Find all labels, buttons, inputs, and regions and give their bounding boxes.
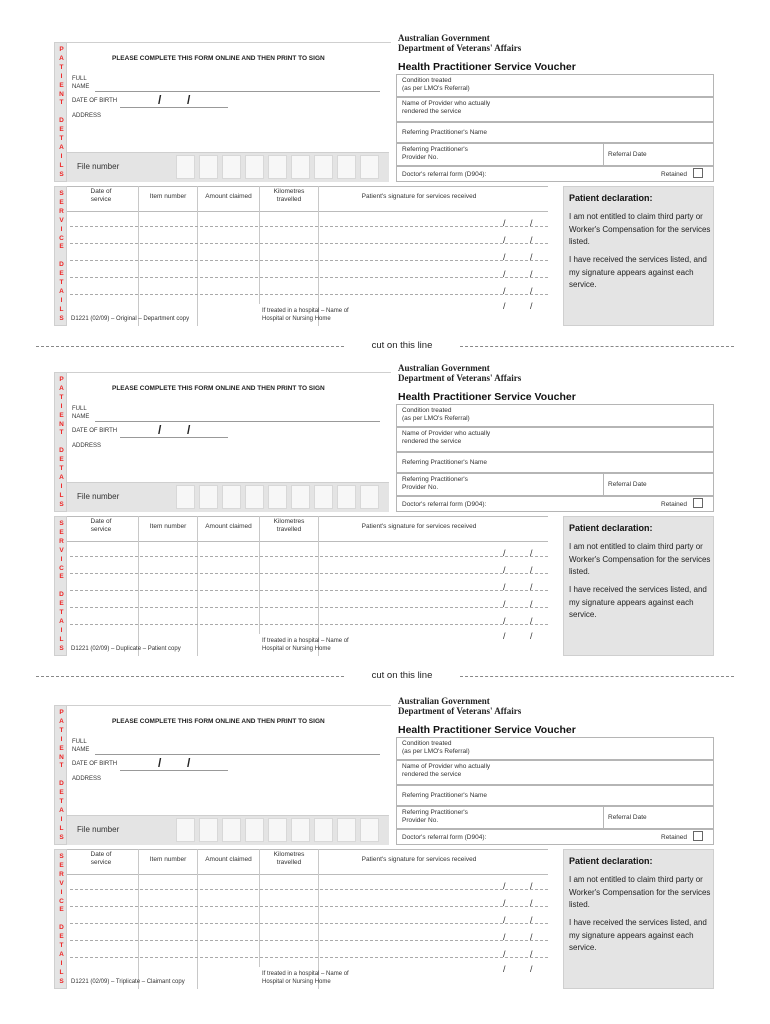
sidebar-letter: L [59, 491, 64, 499]
sidebar-letter: I [60, 402, 63, 410]
sidebar-letter: L [59, 305, 64, 313]
row-date-slash: / [503, 616, 506, 626]
sidebar-letter: E [59, 600, 64, 608]
sidebar-letter: A [59, 806, 64, 814]
sidebar-letter: V [59, 216, 64, 224]
patient-details-sidebar [54, 372, 67, 512]
file-number-digit-box[interactable] [291, 818, 310, 842]
kilometres-header: Kilometres travelled [273, 851, 305, 866]
row-date-slash: / [503, 301, 506, 311]
amount-claimed-header: Amount claimed [205, 193, 252, 200]
row-date-slash: / [503, 269, 506, 279]
sidebar-letter: T [59, 63, 64, 71]
file-number-digit-box[interactable] [314, 485, 333, 509]
column-divider [318, 516, 319, 656]
sidebar-letter: T [59, 465, 64, 472]
sidebar-letter: D [59, 261, 64, 269]
file-number-digit-box[interactable] [199, 818, 218, 842]
retained-label: Retained [661, 834, 688, 841]
hospital-label: If treated in a hospital – Name of Hospital or Nursing Home [262, 638, 349, 652]
sidebar-letter: T [59, 429, 64, 437]
file-number-digit-box[interactable] [222, 485, 241, 509]
signature-header: Patient's signature for services received [361, 193, 477, 200]
file-number-digit-box[interactable] [268, 485, 287, 509]
sidebar-letter: A [59, 54, 64, 62]
sidebar-letter: T [59, 135, 64, 142]
sidebar-letter: I [60, 296, 63, 304]
service-row[interactable] [70, 243, 548, 244]
referring-name-label: Referring Practitioner's Name [402, 459, 488, 466]
divider [603, 473, 604, 496]
row-date-slash: / [530, 301, 533, 311]
column-divider [197, 849, 198, 989]
declaration-title: Patient declaration: [569, 856, 653, 866]
dob-separator: / [158, 93, 162, 107]
service-details-sidebar [54, 186, 67, 326]
file-number-digit-box[interactable] [176, 485, 195, 509]
declaration-text-2: I have received the services listed, and my signature appears against each service. [569, 918, 707, 952]
sidebar-letter: I [60, 152, 63, 160]
instruction-text: PLEASE COMPLETE THIS FORM ONLINE AND THEN PRINT TO SIGN [112, 718, 325, 725]
dob-separator: / [158, 423, 162, 437]
service-row[interactable] [70, 226, 548, 227]
sidebar-letter: V [59, 879, 64, 887]
condition-treated-label: Condition treated (as per LMO's Referral) [402, 77, 470, 92]
dob-label: DATE OF BIRTH [72, 761, 118, 767]
sidebar-letter: I [60, 482, 63, 490]
form-title: Health Practitioner Service Voucher [398, 391, 576, 403]
sidebar-letter: L [59, 968, 64, 976]
row-date-slash: / [503, 548, 506, 558]
row-date-slash: / [530, 252, 533, 262]
sidebar-letter: I [60, 959, 63, 967]
amount-claimed-header: Amount claimed [205, 856, 252, 863]
signature-header: Patient's signature for services received [361, 523, 477, 530]
sidebar-letter: E [59, 198, 64, 206]
cut-line [36, 670, 734, 682]
service-row[interactable] [70, 624, 548, 625]
file-number-digit-box[interactable] [291, 485, 310, 509]
row-date-slash: / [530, 949, 533, 959]
item-number-header: Item number [149, 523, 187, 530]
sidebar-letter: S [59, 853, 64, 860]
sidebar-letter: E [59, 528, 64, 536]
referring-name-label: Referring Practitioner's Name [402, 792, 488, 799]
sidebar-letter: E [59, 906, 64, 914]
file-number-label: File number [77, 825, 120, 834]
dob-field[interactable] [120, 770, 228, 771]
patient-details-sidebar [54, 42, 67, 182]
cut-dash-left [36, 346, 344, 347]
file-number-digit-box[interactable] [245, 485, 264, 509]
row-date-slash: / [503, 252, 506, 262]
government-name: Australian Government [398, 696, 490, 706]
column-divider [138, 186, 139, 326]
divider [603, 143, 604, 166]
dob-label: DATE OF BIRTH [72, 428, 118, 434]
sidebar-letter: T [59, 942, 64, 949]
row-date-slash: / [530, 235, 533, 245]
sidebar-letter: E [59, 933, 64, 941]
dob-separator: / [187, 423, 191, 437]
file-number-digit-box[interactable] [176, 818, 195, 842]
sidebar-letter: C [59, 234, 64, 242]
condition-treated-label: Condition treated (as per LMO's Referral) [402, 740, 470, 755]
row-date-slash: / [503, 286, 506, 296]
date-of-service-header: Date of service [90, 518, 112, 533]
row-date-slash: / [530, 548, 533, 558]
row-date-slash: / [530, 565, 533, 575]
row-date-slash: / [530, 631, 533, 641]
provider-name-label: Name of Provider who actually rendered the service [402, 763, 491, 778]
sidebar-letter: D [59, 591, 64, 599]
row-date-slash: / [530, 218, 533, 228]
column-divider [318, 186, 319, 326]
row-date-slash: / [503, 565, 506, 575]
government-name: Australian Government [398, 33, 490, 43]
hospital-label: If treated in a hospital – Name of Hospital or Nursing Home [262, 971, 349, 985]
service-row[interactable] [70, 607, 548, 608]
sidebar-letter: A [59, 950, 64, 958]
cut-dash-left [36, 676, 344, 677]
referring-provider-no-label: Referring Practitioner's Provider No. [402, 809, 468, 824]
amount-claimed-header: Amount claimed [205, 523, 252, 530]
sidebar-letter: E [59, 456, 64, 464]
dob-label: DATE OF BIRTH [72, 98, 118, 104]
item-number-header: Item number [149, 856, 187, 863]
sidebar-letter: V [59, 546, 64, 554]
row-date-slash: / [503, 932, 506, 942]
row-date-slash: / [530, 286, 533, 296]
sidebar-letter: A [59, 473, 64, 481]
service-row[interactable] [70, 923, 548, 924]
column-divider [138, 849, 139, 989]
voucher-copy [0, 0, 770, 322]
referring-provider-no-label: Referring Practitioner's Provider No. [402, 476, 468, 491]
file-number-digit-box[interactable] [337, 155, 356, 179]
full-name-field[interactable] [95, 754, 380, 755]
sidebar-letter: D [59, 117, 64, 125]
sidebar-letter: E [59, 861, 64, 869]
sidebar-letter: P [59, 709, 64, 716]
sidebar-letter: T [59, 798, 64, 805]
cut-dash-right [460, 676, 734, 677]
file-number-digit-box[interactable] [245, 155, 264, 179]
row-date-slash: / [503, 599, 506, 609]
sidebar-letter: D [59, 924, 64, 932]
sidebar-letter: L [59, 161, 64, 169]
file-number-digit-box[interactable] [176, 155, 195, 179]
referral-form-label: Doctor's referral form (D904): [402, 834, 487, 841]
row-date-slash: / [503, 582, 506, 592]
service-row[interactable] [70, 957, 548, 958]
row-date-slash: / [503, 964, 506, 974]
column-divider [197, 516, 198, 656]
sidebar-letter: S [59, 190, 64, 197]
sidebar-letter: S [59, 170, 64, 178]
referral-form-label: Doctor's referral form (D904): [402, 501, 487, 508]
sidebar-letter: S [59, 644, 64, 652]
sidebar-letter: L [59, 635, 64, 643]
sidebar-letter: N [59, 753, 64, 761]
file-number-digit-box[interactable] [360, 485, 379, 509]
declaration-title: Patient declaration: [569, 193, 653, 203]
patient-details-sidebar [54, 705, 67, 845]
file-number-digit-box[interactable] [222, 818, 241, 842]
sidebar-letter: T [59, 393, 64, 401]
file-number-label: File number [77, 492, 120, 501]
sidebar-letter: T [59, 762, 64, 770]
file-number-digit-box[interactable] [199, 155, 218, 179]
form-code-footer: D1221 (02/09) – Original – Department copy [71, 316, 190, 322]
row-date-slash: / [503, 235, 506, 245]
sidebar-letter: T [59, 609, 64, 616]
sidebar-letter: S [59, 500, 64, 508]
sidebar-letter: N [59, 420, 64, 428]
signature-header: Patient's signature for services received [361, 856, 477, 863]
instruction-text: PLEASE COMPLETE THIS FORM ONLINE AND THEN PRINT TO SIGN [112, 55, 325, 62]
instruction-text: PLEASE COMPLETE THIS FORM ONLINE AND THEN PRINT TO SIGN [112, 385, 325, 392]
service-row[interactable] [70, 294, 548, 295]
divider [603, 806, 604, 829]
address-label: ADDRESS [72, 443, 102, 449]
full-name-label: FULL NAME [72, 739, 90, 753]
retained-checkbox[interactable] [693, 498, 703, 508]
service-row[interactable] [70, 573, 548, 574]
kilometres-header: Kilometres travelled [273, 188, 305, 203]
file-number-digit-box[interactable] [337, 818, 356, 842]
service-row[interactable] [70, 277, 548, 278]
sidebar-letter: P [59, 46, 64, 53]
referral-date-label: Referral Date [608, 481, 647, 488]
file-number-label: File number [77, 162, 120, 171]
dob-separator: / [158, 756, 162, 770]
sidebar-letter: L [59, 824, 64, 832]
file-number-digit-box[interactable] [314, 818, 333, 842]
sidebar-letter: R [59, 537, 64, 545]
row-date-slash: / [503, 631, 506, 641]
row-date-slash: / [530, 964, 533, 974]
department-name: Department of Veterans' Affairs [398, 706, 522, 716]
sidebar-letter: S [59, 520, 64, 527]
department-name: Department of Veterans' Affairs [398, 43, 522, 53]
sidebar-letter: E [59, 411, 64, 419]
retained-checkbox[interactable] [693, 168, 703, 178]
sidebar-letter: T [59, 99, 64, 107]
column-divider [138, 516, 139, 656]
sidebar-letter: A [59, 287, 64, 295]
service-row[interactable] [70, 590, 548, 591]
sidebar-letter: A [59, 384, 64, 392]
item-number-header: Item number [149, 193, 187, 200]
sidebar-letter: E [59, 243, 64, 251]
service-row[interactable] [70, 940, 548, 941]
dob-separator: / [187, 756, 191, 770]
row-date-slash: / [530, 582, 533, 592]
row-date-slash: / [530, 269, 533, 279]
form-code-footer: D1221 (02/09) – Duplicate – Patient copy [71, 646, 181, 652]
sidebar-letter: E [59, 81, 64, 89]
retained-label: Retained [661, 501, 688, 508]
retained-checkbox[interactable] [693, 831, 703, 841]
declaration-text-1: I am not entitled to claim third party or Worker's Compensation for the services listed. [569, 212, 711, 246]
referring-provider-no-label: Referring Practitioner's Provider No. [402, 146, 468, 161]
column-divider [318, 849, 319, 989]
sidebar-letter: R [59, 207, 64, 215]
service-details-sidebar [54, 849, 67, 989]
file-number-digit-box[interactable] [314, 155, 333, 179]
sidebar-letter: A [59, 617, 64, 625]
full-name-label: FULL NAME [72, 406, 90, 420]
file-number-digit-box[interactable] [245, 818, 264, 842]
voucher-copy [0, 330, 770, 652]
dob-separator: / [187, 93, 191, 107]
full-name-label: FULL NAME [72, 76, 90, 90]
sidebar-letter: C [59, 564, 64, 572]
voucher-copy [0, 663, 770, 985]
file-number-digit-box[interactable] [268, 818, 287, 842]
sidebar-letter: D [59, 447, 64, 455]
referral-date-label: Referral Date [608, 151, 647, 158]
retained-label: Retained [661, 171, 688, 178]
row-date-slash: / [503, 949, 506, 959]
sidebar-letter: T [59, 279, 64, 286]
department-name: Department of Veterans' Affairs [398, 373, 522, 383]
file-number-digit-box[interactable] [199, 485, 218, 509]
row-date-slash: / [503, 898, 506, 908]
file-number-digit-box[interactable] [268, 155, 287, 179]
sidebar-letter: S [59, 833, 64, 841]
sidebar-letter: E [59, 270, 64, 278]
sidebar-letter: I [60, 225, 63, 233]
sidebar-letter: A [59, 717, 64, 725]
sidebar-letter: I [60, 815, 63, 823]
address-label: ADDRESS [72, 776, 102, 782]
cut-line-text: cut on this line [371, 340, 433, 351]
service-row[interactable] [70, 260, 548, 261]
row-date-slash: / [530, 898, 533, 908]
referral-date-label: Referral Date [608, 814, 647, 821]
sidebar-letter: E [59, 573, 64, 581]
sidebar-letter: I [60, 555, 63, 563]
cut-line-text: cut on this line [371, 670, 433, 681]
sidebar-letter: R [59, 870, 64, 878]
file-number-digit-box[interactable] [337, 485, 356, 509]
service-row[interactable] [70, 889, 548, 890]
form-code-footer: D1221 (02/09) – Triplicate – Claimant copy [71, 979, 185, 985]
row-date-slash: / [530, 932, 533, 942]
row-date-slash: / [530, 616, 533, 626]
full-name-field[interactable] [95, 421, 380, 422]
row-date-slash: / [503, 881, 506, 891]
sidebar-letter: S [59, 314, 64, 322]
referring-name-label: Referring Practitioner's Name [402, 129, 488, 136]
provider-name-label: Name of Provider who actually rendered the service [402, 430, 491, 445]
service-row[interactable] [70, 906, 548, 907]
date-of-service-header: Date of service [90, 188, 112, 203]
provider-name-label: Name of Provider who actually rendered the service [402, 100, 491, 115]
sidebar-letter: E [59, 126, 64, 134]
referral-form-label: Doctor's referral form (D904): [402, 171, 487, 178]
address-label: ADDRESS [72, 113, 102, 119]
dob-field[interactable] [120, 437, 228, 438]
sidebar-letter: C [59, 897, 64, 905]
row-date-slash: / [530, 881, 533, 891]
cut-dash-right [460, 346, 734, 347]
row-date-slash: / [503, 915, 506, 925]
declaration-text-2: I have received the services listed, and my signature appears against each service. [569, 255, 707, 289]
form-title: Health Practitioner Service Voucher [398, 61, 576, 73]
column-divider [197, 186, 198, 326]
sidebar-letter: S [59, 977, 64, 985]
sidebar-letter: E [59, 789, 64, 797]
sidebar-letter: I [60, 735, 63, 743]
full-name-field[interactable] [95, 91, 380, 92]
sidebar-letter: I [60, 72, 63, 80]
file-number-digit-box[interactable] [291, 155, 310, 179]
sidebar-letter: D [59, 780, 64, 788]
condition-treated-label: Condition treated (as per LMO's Referral) [402, 407, 470, 422]
cut-line [36, 340, 734, 352]
sidebar-letter: T [59, 726, 64, 734]
row-date-slash: / [503, 218, 506, 228]
sidebar-letter: I [60, 626, 63, 634]
form-title: Health Practitioner Service Voucher [398, 724, 576, 736]
kilometres-header: Kilometres travelled [273, 518, 305, 533]
sidebar-letter: E [59, 744, 64, 752]
declaration-text-1: I am not entitled to claim third party or Worker's Compensation for the services listed. [569, 875, 711, 909]
declaration-text-1: I am not entitled to claim third party or Worker's Compensation for the services listed. [569, 542, 711, 576]
declaration-text-2: I have received the services listed, and my signature appears against each service. [569, 585, 707, 619]
service-row[interactable] [70, 556, 548, 557]
declaration-title: Patient declaration: [569, 523, 653, 533]
sidebar-letter: A [59, 143, 64, 151]
sidebar-letter: N [59, 90, 64, 98]
service-details-sidebar [54, 516, 67, 656]
hospital-label: If treated in a hospital – Name of Hospital or Nursing Home [262, 308, 349, 322]
file-number-digit-box[interactable] [222, 155, 241, 179]
row-date-slash: / [530, 915, 533, 925]
date-of-service-header: Date of service [90, 851, 112, 866]
government-name: Australian Government [398, 363, 490, 373]
sidebar-letter: I [60, 888, 63, 896]
file-number-digit-box[interactable] [360, 155, 379, 179]
file-number-digit-box[interactable] [360, 818, 379, 842]
row-date-slash: / [530, 599, 533, 609]
sidebar-letter: P [59, 376, 64, 383]
dob-field[interactable] [120, 107, 228, 108]
